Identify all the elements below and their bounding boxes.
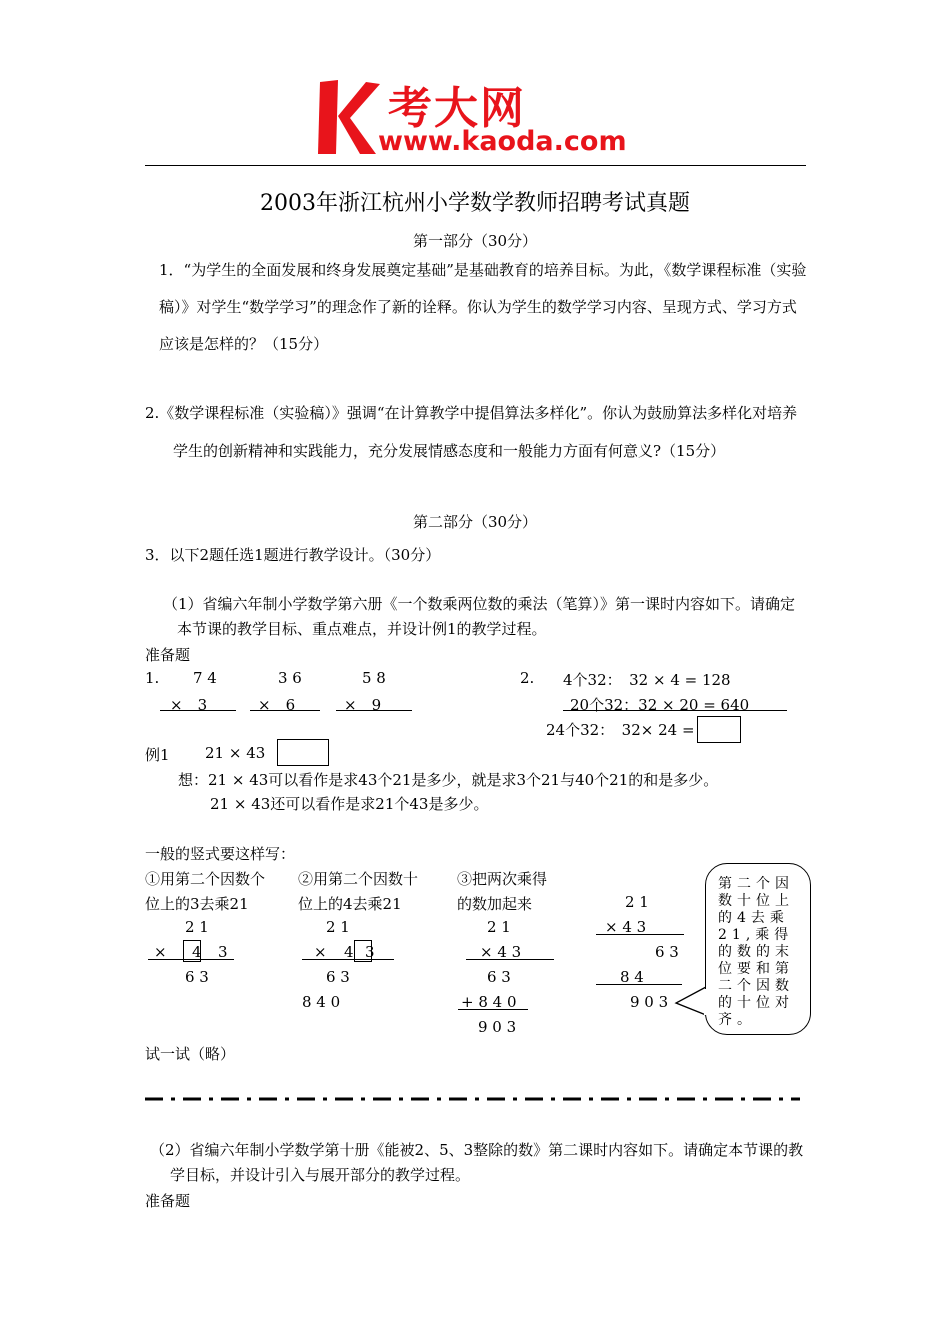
prep1b-top: 3 6 <box>278 669 302 687</box>
bubble-pointer-cover <box>698 988 710 1018</box>
step4-line-1 <box>596 934 684 935</box>
step2-label-2: 位上的4去乘21 <box>298 895 402 913</box>
step2-times: × <box>314 943 327 961</box>
prep2-number: 2. <box>520 669 535 687</box>
step4-line-2 <box>596 984 682 985</box>
try-it: 试一试（略） <box>145 1045 236 1063</box>
step2-multiplicand: 2 1 <box>326 918 350 936</box>
logo-brand-text: 考大网 <box>388 83 526 134</box>
step4-sum: 9 0 3 <box>630 993 669 1011</box>
step3-product-840: + 8 4 0 <box>461 993 517 1011</box>
example-think-1: 想：21 × 43可以看作是求43个21是多少，就是求3个21与40个21的和是多少。 <box>178 771 719 789</box>
page-title: 2003年浙江杭州小学数学教师招聘考试真题 <box>260 191 690 216</box>
step1-digit-3: 3 <box>218 943 228 961</box>
step3-multiplier: × 4 3 <box>480 943 522 961</box>
step1-times: × <box>154 943 167 961</box>
section-separator <box>145 1096 800 1102</box>
prep1a-bottom: × 3 <box>170 696 208 714</box>
subquestion-2: （2）省编六年制小学数学第十册《能被2、5、3整除的数》第二课时内容如下。请确定本节课的教学目标，并设计引入与展开部分的教学过程。 <box>150 1141 804 1184</box>
step3-line-2 <box>458 1009 528 1010</box>
prep1c-top: 5 8 <box>362 669 386 687</box>
step2-line <box>302 959 394 960</box>
step3-multiplicand: 2 1 <box>487 918 511 936</box>
prep1a-top: 7 4 <box>193 669 217 687</box>
prep1-number: 1. <box>145 669 160 687</box>
step2-label-1: ②用第二个因数十 <box>298 870 419 888</box>
vertical-intro: 一般的竖式要这样写： <box>145 845 296 863</box>
step3-label-1: ③把两次乘得 <box>457 870 548 888</box>
step4-multiplier: × 4 3 <box>605 918 647 936</box>
prep1c-bottom: × 9 <box>344 696 382 714</box>
question-3: 3．以下2题任选1题进行教学设计。（30分） <box>145 546 441 564</box>
example-label: 例1 <box>145 746 170 764</box>
step1-multiplicand: 2 1 <box>185 918 209 936</box>
step1-label-2: 位上的3去乘21 <box>145 895 249 913</box>
example-think-2: 21 × 43还可以看作是求21个43是多少。 <box>210 795 489 813</box>
logo-k-mark <box>316 78 380 156</box>
prep2-underline <box>563 710 787 711</box>
prep1b-bottom: × 6 <box>258 696 296 714</box>
prep1a-line <box>160 710 236 711</box>
step2-digit-3: 3 <box>365 943 375 961</box>
prep2-line2: 20个32：32 × 20 = 640 <box>570 696 750 714</box>
example-expression: 21 × 43 <box>205 744 266 762</box>
question-1: 1．“为学生的全面发展和终身发展奠定基础”是基础教育的培养目标。为此，《数学课程标准（实验稿）》对学生“数学学习”的理念作了新的诠释。你认为学生的数学学习内容、呈现方式、学习方式应该是怎样的？（15分） <box>159 261 807 353</box>
part2-heading: 第二部分（30分） <box>412 513 538 531</box>
prep1b-line <box>250 710 320 711</box>
step2-product-63: 6 3 <box>326 968 350 986</box>
step1-line <box>148 959 234 960</box>
logo-url[interactable]: www.kaoda.com <box>378 126 627 157</box>
example-answer-box[interactable] <box>277 739 329 766</box>
prep1c-line <box>336 710 412 711</box>
bubble-text: 第二个因数十位上的4去乘21,乘得的数的末位要和第二个因数的十位对齐。 <box>718 876 794 1028</box>
step1-product: 6 3 <box>185 968 209 986</box>
step2-digit-4: 4 <box>344 943 354 961</box>
prep2-answer-box[interactable] <box>697 716 741 743</box>
step1-label-1: ①用第二个因数个 <box>145 870 266 888</box>
step4-product-84: 8 4 <box>620 968 644 986</box>
prep2-line3: 24个32： 32× 24 = <box>546 721 695 739</box>
step4-multiplicand: 2 1 <box>625 893 649 911</box>
prep-label: 准备题 <box>145 646 191 664</box>
part1-heading: 第一部分（30分） <box>412 232 538 250</box>
step3-sum: 9 0 3 <box>478 1018 517 1036</box>
step4-product-63: 6 3 <box>655 943 679 961</box>
step3-label-2: 的数加起来 <box>457 895 533 913</box>
question-2: 2.《数学课程标准（实验稿）》强调“在计算教学中提倡算法多样化”。你认为鼓励算法多样化对培养学生的创新精神和实践能力，充分发展情感态度和一般能力方面有何意义?（15分） <box>145 404 798 460</box>
prep-label-2: 准备题 <box>145 1192 191 1210</box>
step2-product-840: 8 4 0 <box>302 993 341 1011</box>
header-divider <box>145 165 806 166</box>
prep2-line1: 4个32： 32 × 4 = 128 <box>563 671 731 689</box>
step1-digit-4: 4 <box>192 943 202 961</box>
step3-line-1 <box>466 959 554 960</box>
step3-product-63: 6 3 <box>487 968 511 986</box>
subquestion-1: （1）省编六年制小学数学第六册《一个数乘两位数的乘法（笔算）》第一课时内容如下。请确定本节课的教学目标、重点难点，并设计例1的教学过程。 <box>163 595 796 638</box>
